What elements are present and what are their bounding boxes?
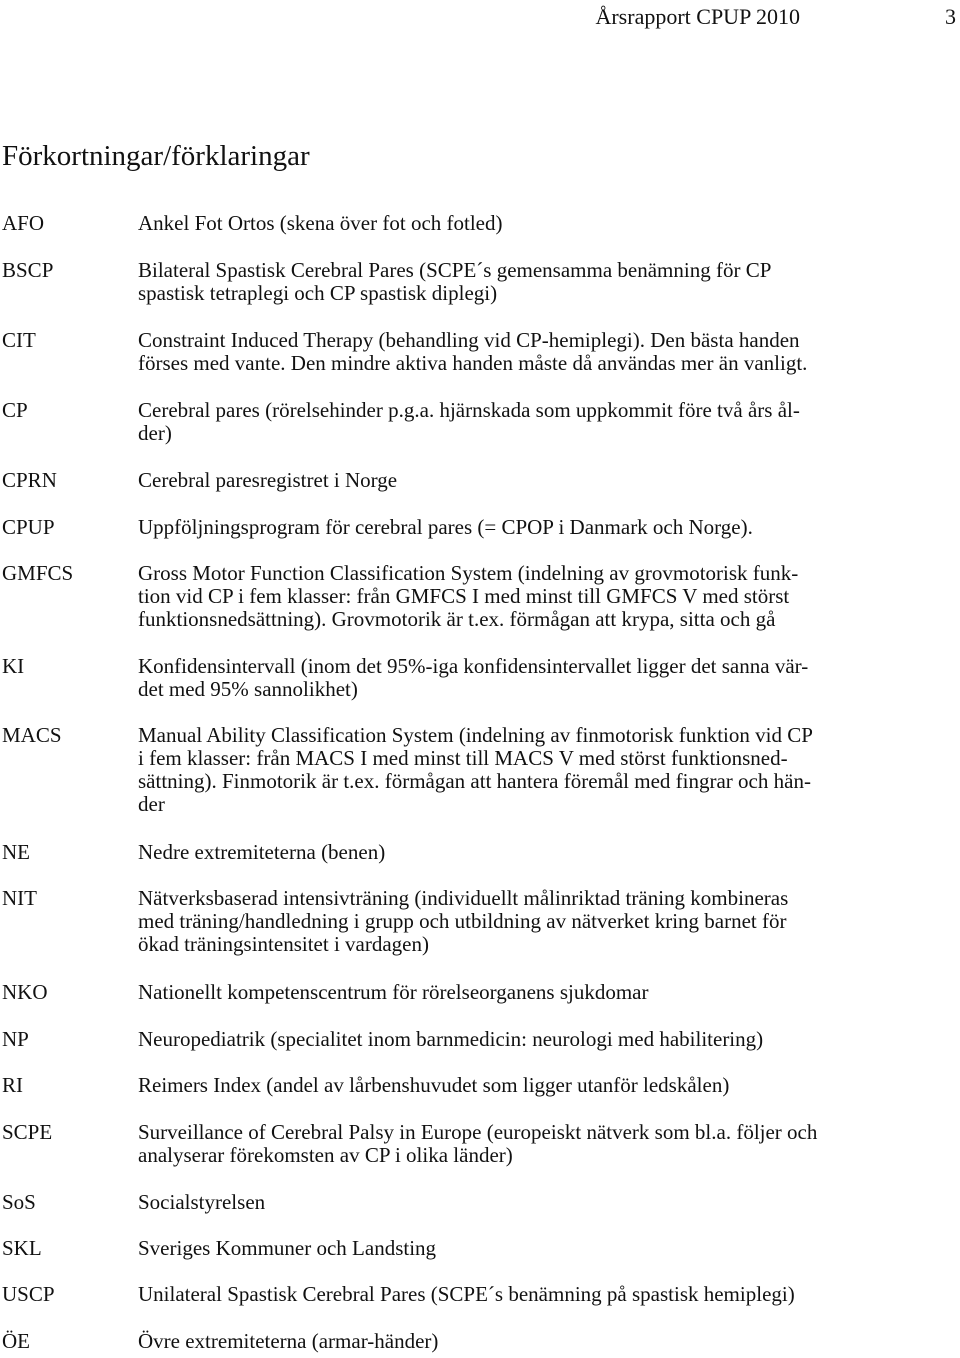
description-line: Socialstyrelsen bbox=[138, 1190, 266, 1214]
abbreviation-term: KI bbox=[2, 654, 25, 678]
abbreviation-description bbox=[138, 329, 958, 375]
abbreviation-description bbox=[138, 469, 958, 492]
abbreviation-description bbox=[138, 1191, 958, 1214]
description-line: Unilateral Spastisk Cerebral Pares (SCPE´s benämning på spastisk hemiplegi) bbox=[138, 1282, 795, 1306]
description-line: funktionsnedsättning). Grovmotorik är t.ex. förmågan att krypa, sitta och gå bbox=[138, 607, 776, 631]
description-line: ökad träningsintensitet i vardagen) bbox=[138, 932, 429, 956]
page-header bbox=[0, 4, 960, 32]
abbreviation-term: CIT bbox=[2, 328, 36, 352]
abbreviation-term: ÖE bbox=[2, 1329, 30, 1353]
description-line: spastisk tetraplegi och CP spastisk diplegi) bbox=[138, 281, 498, 305]
abbreviation-description bbox=[138, 887, 958, 956]
abbreviation-term: MACS bbox=[2, 723, 62, 747]
description-line: Reimers Index (andel av lårbenshuvudet som ligger utanför ledskålen) bbox=[138, 1073, 730, 1097]
report-title: Årsrapport CPUP 2010 bbox=[595, 4, 800, 29]
page-number: 3 bbox=[945, 4, 956, 29]
page-heading: Förkortningar/förklaringar bbox=[2, 140, 310, 172]
abbreviation-term: USCP bbox=[2, 1282, 55, 1306]
description-line: Övre extremiteterna (armar-händer) bbox=[138, 1329, 439, 1353]
abbreviation-description bbox=[138, 1283, 958, 1306]
abbreviation-description bbox=[138, 1330, 958, 1353]
abbreviation-term: BSCP bbox=[2, 258, 54, 282]
description-line: med träning/handledning i grupp och utbildning av nätverket kring barnet för bbox=[138, 909, 787, 933]
abbreviation-description bbox=[138, 259, 958, 305]
abbreviation-description bbox=[138, 562, 958, 631]
description-line: Nätverksbaserad intensivträning (individuellt målinriktad träning kombineras bbox=[138, 886, 789, 910]
abbreviation-description bbox=[138, 1028, 958, 1051]
description-line: det med 95% sannolikhet) bbox=[138, 677, 358, 701]
abbreviation-description bbox=[138, 399, 958, 445]
description-line: Neuropediatrik (specialitet inom barnmedicin: neurologi med habilitering) bbox=[138, 1027, 764, 1051]
abbreviation-term: NIT bbox=[2, 886, 37, 910]
description-line: der) bbox=[138, 421, 172, 445]
description-line: förses med vante. Den mindre aktiva handen måste då användas mer än vanligt. bbox=[138, 351, 808, 375]
abbreviation-term: NKO bbox=[2, 980, 48, 1004]
description-line: Nationellt kompetenscentrum för rörelseorganens sjukdomar bbox=[138, 980, 649, 1004]
abbreviation-term: SCPE bbox=[2, 1120, 53, 1144]
abbreviation-description bbox=[138, 655, 958, 701]
abbreviation-term: CPRN bbox=[2, 468, 57, 492]
description-line: tion vid CP i fem klasser: från GMFCS I med minst till GMFCS V med störst bbox=[138, 584, 790, 608]
abbreviation-term: SKL bbox=[2, 1236, 42, 1260]
description-line: i fem klasser: från MACS I med minst till MACS V med störst funktionsned- bbox=[138, 746, 788, 770]
description-line: Konfidensintervall (inom det 95%-iga konfidensintervallet ligger det sanna vär- bbox=[138, 654, 809, 678]
description-line: der bbox=[138, 792, 165, 816]
description-line: analyserar förekomsten av CP i olika länder) bbox=[138, 1143, 513, 1167]
description-line: Surveillance of Cerebral Palsy in Europe (europeiskt nätverk som bl.a. följer och bbox=[138, 1120, 818, 1144]
description-line: Gross Motor Function Classification System (indelning av grovmotorisk funk- bbox=[138, 561, 799, 585]
description-line: Bilateral Spastisk Cerebral Pares (SCPE´s gemensamma benämning för CP bbox=[138, 258, 772, 282]
description-line: Ankel Fot Ortos (skena över fot och fotled) bbox=[138, 211, 503, 235]
abbreviation-description bbox=[138, 724, 958, 816]
abbreviation-description bbox=[138, 516, 958, 539]
description-line: Uppföljningsprogram för cerebral pares (= CPOP i Danmark och Norge). bbox=[138, 515, 753, 539]
description-line: Sveriges Kommuner och Landsting bbox=[138, 1236, 437, 1260]
description-line: sättning). Finmotorik är t.ex. förmågan att hantera föremål med fingrar och hän- bbox=[138, 769, 811, 793]
description-line: Constraint Induced Therapy (behandling vid CP-hemiplegi). Den bästa handen bbox=[138, 328, 800, 352]
abbreviation-description bbox=[138, 841, 958, 864]
abbreviation-term: SoS bbox=[2, 1190, 36, 1214]
abbreviation-term: RI bbox=[2, 1073, 23, 1097]
description-line: Cerebral paresregistret i Norge bbox=[138, 468, 398, 492]
abbreviation-term: NP bbox=[2, 1027, 29, 1051]
abbreviation-description bbox=[138, 212, 958, 235]
abbreviation-term: AFO bbox=[2, 211, 45, 235]
description-line: Manual Ability Classification System (indelning av finmotorisk funktion vid CP bbox=[138, 723, 813, 747]
abbreviation-description bbox=[138, 1074, 958, 1097]
abbreviation-term: GMFCS bbox=[2, 561, 74, 585]
abbreviation-description bbox=[138, 1237, 958, 1260]
abbreviation-term: CP bbox=[2, 398, 28, 422]
description-line: Cerebral pares (rörelsehinder p.g.a. hjärnskada som uppkommit före två års ål- bbox=[138, 398, 800, 422]
abbreviation-description bbox=[138, 981, 958, 1004]
abbreviation-term: NE bbox=[2, 840, 30, 864]
abbreviation-term: CPUP bbox=[2, 515, 55, 539]
abbreviation-description bbox=[138, 1121, 958, 1167]
description-line: Nedre extremiteterna (benen) bbox=[138, 840, 386, 864]
